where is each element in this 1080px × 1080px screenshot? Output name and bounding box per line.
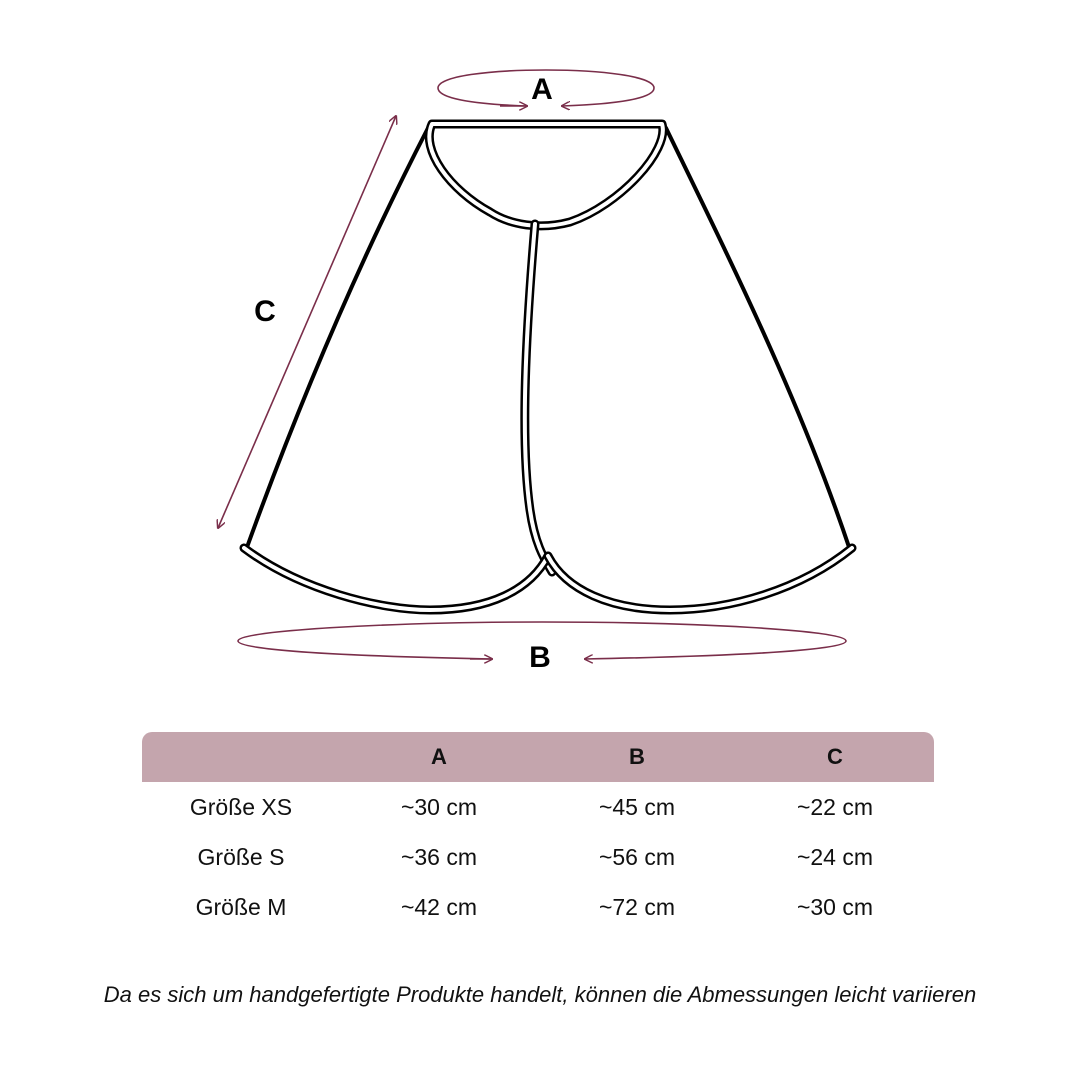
- header-cell-a: A: [431, 744, 447, 769]
- value-b: ~72 cm: [598, 893, 676, 920]
- value-c: ~30 cm: [796, 893, 874, 920]
- header-cell-c: C: [827, 744, 843, 769]
- dimension-b-label: B: [529, 641, 551, 674]
- size-name: Größe M: [195, 893, 287, 920]
- value-b: ~56 cm: [598, 843, 676, 870]
- value-a: ~36 cm: [400, 843, 478, 870]
- cape-outline: [244, 124, 852, 610]
- header-cell-b: B: [629, 744, 645, 769]
- value-a: ~30 cm: [400, 793, 478, 820]
- table-header: [142, 732, 934, 782]
- table-row: [142, 832, 934, 882]
- size-table: [142, 732, 934, 932]
- table-row: [142, 882, 934, 932]
- dimension-a-label: A: [531, 73, 553, 106]
- size-name: Größe XS: [189, 793, 293, 820]
- size-name: Größe S: [197, 843, 285, 870]
- value-c: ~22 cm: [796, 793, 874, 820]
- value-b: ~45 cm: [598, 793, 676, 820]
- table-row: [142, 782, 934, 832]
- value-a: ~42 cm: [400, 893, 478, 920]
- dimension-c-label: C: [254, 295, 276, 328]
- value-c: ~24 cm: [796, 843, 874, 870]
- footnote: Da es sich um handgefertigte Produkte handelt, können die Abmessungen leicht variieren: [103, 982, 977, 1007]
